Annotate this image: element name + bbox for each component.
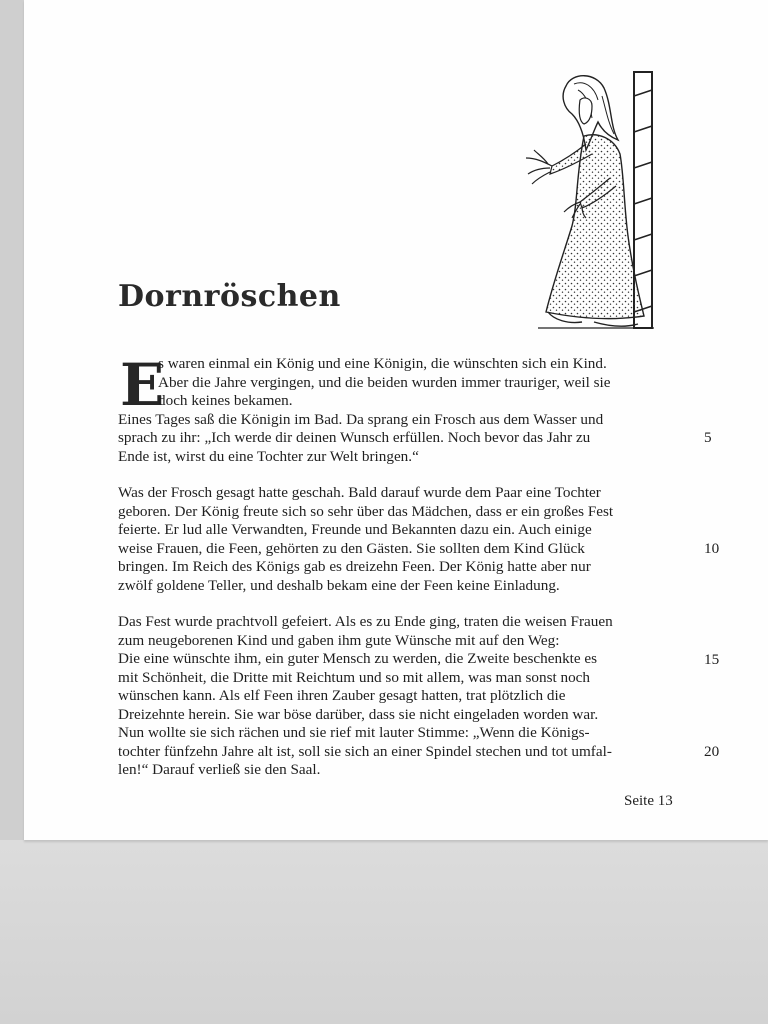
- text-line: tochter fünfzehn Jahre alt ist, soll sie sich an einer Spindel stechen und tot umfal-: [118, 742, 612, 760]
- text-line: doch keines bekamen.: [158, 392, 293, 409]
- text-line: Aber die Jahre vergingen, und die beiden wurden immer trauriger, weil sie: [158, 373, 611, 391]
- text-line: feierte. Er lud alle Verwandten, Freunde und Bekannten dazu ein. Auch einige: [118, 521, 592, 538]
- line-number: 20: [704, 743, 720, 760]
- page-number: Seite 13: [624, 793, 673, 809]
- line-number: 10: [704, 540, 720, 557]
- text-line: Das Fest wurde prachtvoll gefeiert. Als es zu Ende ging, traten die weisen Frauen: [118, 613, 613, 630]
- text-line: geboren. Der König freute sich so sehr über das Mädchen, dass er ein großes Fest: [118, 502, 614, 520]
- text-line: mit Schönheit, die Dritte mit Reichtum und so mit allem, was man sonst noch: [118, 668, 591, 686]
- dropcap-letter: E: [120, 351, 165, 419]
- text-line: Ende ist, wirst du eine Tochter zur Welt bringen.“: [118, 447, 419, 465]
- text-line: Die eine wünschte ihm, ein guter Mensch zu werden, die Zweite beschenkte es: [118, 650, 598, 667]
- line-number: 5: [704, 429, 712, 446]
- text-line: Eines Tages saß die Königin im Bad. Da sprang ein Frosch aus dem Wasser und: [118, 410, 604, 428]
- text-line: weise Frauen, die Feen, gehörten zu den Gästen. Sie sollten dem Kind Glück: [118, 539, 585, 557]
- text-line: zwölf goldene Teller, und deshalb bekam eine der Feen keine Einladung.: [118, 576, 560, 594]
- text-line: bringen. Im Reich des Königs gab es dreizehn Feen. Der König hatte aber nur: [118, 558, 591, 575]
- text-line: sprach zu ihr: „Ich werde dir deinen Wunsch erfüllen. Noch bevor das Jahr zu: [118, 429, 591, 446]
- text-line: Was der Frosch gesagt hatte geschah. Bald darauf wurde dem Paar eine Tochter: [118, 484, 601, 501]
- girl-illustration: [498, 66, 658, 334]
- text-line: wünschen kann. Als elf Feen ihren Zauber gesagt hatten, trat plötzlich die: [118, 687, 566, 704]
- text-line: zum neugeborenen Kind und gaben ihm gute Wünsche mit auf den Weg:: [118, 631, 560, 649]
- text-line: Dreizehnte herein. Sie war böse darüber, dass sie nicht eingeladen worden war.: [118, 705, 599, 723]
- story-text: [118, 355, 714, 780]
- paragraph-3: [118, 613, 714, 780]
- paragraph-2: [118, 484, 714, 595]
- line-number: 15: [704, 651, 720, 668]
- text-line: s waren einmal ein König und eine Königin, die wünschten sich ein Kind.: [158, 355, 607, 372]
- scanner-background: [0, 840, 768, 1024]
- paragraph-1: [118, 355, 714, 466]
- book-page: [24, 0, 768, 840]
- text-line: len!“ Darauf verließ sie den Saal.: [118, 761, 321, 778]
- story-title: Dornröschen: [118, 279, 341, 314]
- text-line: Nun wollte sie sich rächen und sie rief mit lauter Stimme: „Wenn die Königs-: [118, 724, 590, 741]
